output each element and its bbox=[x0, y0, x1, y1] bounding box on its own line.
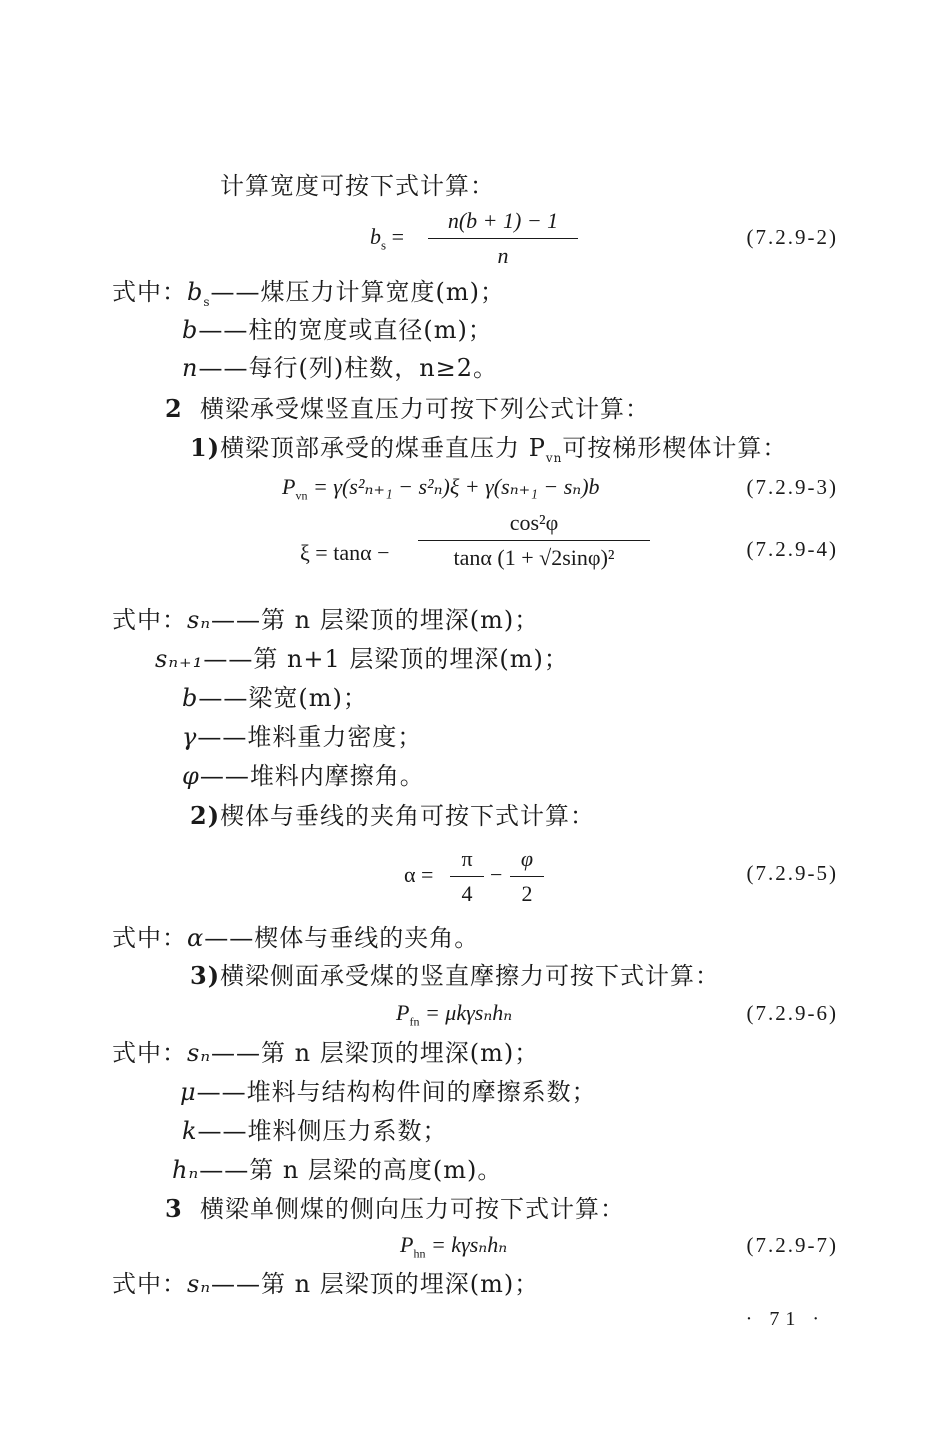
eq-2-number: (7.2.9-2) bbox=[746, 225, 838, 249]
symbol: n bbox=[182, 354, 199, 382]
page-number: · 71 · bbox=[745, 1308, 825, 1330]
eq-2-denominator: n bbox=[497, 243, 509, 268]
eq-4-fraction bbox=[418, 508, 650, 573]
defs-4-row-0 bbox=[112, 1037, 539, 1069]
item-text: 横梁承受煤竖直压力可按下列公式计算： bbox=[199, 395, 650, 423]
eq-4-lhs: ξ = tanα − bbox=[300, 540, 390, 565]
definition-text: ——煤压力计算宽度(m)； bbox=[210, 278, 506, 306]
symbol: b bbox=[187, 278, 204, 306]
item-3 bbox=[165, 1193, 625, 1225]
defs-1-row-2 bbox=[182, 352, 498, 384]
eq-3-sub: vn bbox=[295, 488, 308, 503]
eq-7-symbol: P bbox=[400, 1232, 414, 1257]
symbol: γ bbox=[182, 723, 198, 751]
eq-2-lhs bbox=[370, 222, 404, 260]
eq-2-lhs-sub: s bbox=[381, 237, 387, 253]
definition-text: ——堆料重力密度； bbox=[197, 723, 423, 751]
symbol-sub: s bbox=[203, 294, 211, 309]
definition-text: ——第 n 层梁顶的埋深(m)； bbox=[211, 1039, 540, 1067]
eq-6 bbox=[396, 998, 512, 1036]
sub-item-label: 3) bbox=[190, 961, 221, 990]
eq-5-fraction-2 bbox=[510, 844, 544, 909]
eq-5-minus: − bbox=[490, 862, 503, 887]
eq-4-denominator: tanα (1 + √2sinφ)² bbox=[453, 545, 615, 570]
symbol: φ bbox=[182, 762, 200, 790]
eq-2-numerator: n(b + 1) − 1 bbox=[447, 208, 559, 233]
defs-prefix: 式中： bbox=[112, 606, 187, 634]
eq-2-lhs-symbol: b bbox=[370, 224, 381, 249]
definition-text: ——第 n 层梁顶的埋深(m)； bbox=[211, 1270, 540, 1298]
eq-7-rhs: = kγsₙhₙ bbox=[425, 1232, 508, 1257]
symbol: sₙ₊₁ bbox=[155, 645, 204, 673]
definition-text: ——第 n 层梁顶的埋深(m)； bbox=[211, 606, 540, 634]
defs-prefix: 式中： bbox=[112, 278, 187, 306]
intro-text: 计算宽度可按下式计算： bbox=[220, 172, 495, 200]
eq-4-number: (7.2.9-4) bbox=[746, 537, 838, 561]
defs-2-row-3 bbox=[182, 721, 422, 753]
defs-2-row-2 bbox=[182, 682, 368, 714]
sub-item-label: 2) bbox=[190, 801, 221, 830]
defs-4-row-1 bbox=[180, 1076, 597, 1108]
eq-6-number: (7.2.9-6) bbox=[746, 1001, 838, 1025]
definition-text: ——第 n+1 层梁顶的埋深(m)； bbox=[203, 645, 569, 673]
symbol: b bbox=[182, 316, 199, 344]
eq-6-symbol: P bbox=[396, 1000, 410, 1025]
defs-5-row-0 bbox=[112, 1268, 539, 1300]
eq-7-sub: hn bbox=[413, 1246, 426, 1261]
definition-text: ——堆料与结构构件间的摩擦系数； bbox=[196, 1078, 597, 1106]
sub-item-text-2: 可按梯形楔体计算： bbox=[562, 434, 788, 462]
sub-item-text: 横梁侧面承受煤的竖直摩擦力可按下式计算： bbox=[220, 962, 721, 990]
defs-4-row-2 bbox=[182, 1115, 448, 1147]
defs-2-row-4 bbox=[182, 760, 425, 792]
sub-item-sub: vn bbox=[545, 450, 563, 465]
symbol: sₙ bbox=[187, 1270, 212, 1298]
eq-5-lhs: α = bbox=[404, 862, 434, 887]
eq-2-equals: = bbox=[391, 224, 404, 249]
defs-2-row-1 bbox=[155, 643, 569, 675]
definition-text: ——堆料侧压力系数； bbox=[197, 1117, 448, 1145]
eq-2-fraction bbox=[428, 206, 578, 271]
eq-5-number: (7.2.9-5) bbox=[746, 861, 838, 885]
eq-5-f2-denominator: 2 bbox=[521, 881, 533, 906]
eq-5-f2-numerator: φ bbox=[520, 846, 534, 871]
fraction-bar bbox=[428, 238, 578, 239]
definition-text: ——堆料内摩擦角。 bbox=[199, 762, 425, 790]
sub-item-label: 1) bbox=[190, 433, 221, 462]
defs-prefix: 式中： bbox=[112, 924, 187, 952]
symbol: hₙ bbox=[172, 1156, 200, 1184]
sub-item-text: 楔体与垂线的夹角可按下式计算： bbox=[220, 802, 596, 830]
defs-1-row-1 bbox=[182, 314, 493, 346]
defs-prefix: 式中： bbox=[112, 1039, 187, 1067]
item-number: 2 bbox=[165, 394, 183, 423]
eq-3 bbox=[282, 472, 600, 510]
definition-text: ——第 n 层梁的高度(m)。 bbox=[199, 1156, 503, 1184]
symbol: k bbox=[182, 1117, 198, 1145]
definition-text: ——梁宽(m)； bbox=[198, 684, 368, 712]
sub-item-text: 横梁顶部承受的煤垂直压力 P bbox=[220, 434, 546, 462]
eq-5-f1-numerator: π bbox=[461, 846, 473, 871]
fraction-bar bbox=[450, 876, 484, 877]
definition-text: ——每行(列)柱数，n≥2。 bbox=[198, 354, 499, 382]
symbol: sₙ bbox=[187, 606, 212, 634]
fraction-bar bbox=[510, 876, 544, 877]
item-2 bbox=[165, 393, 650, 425]
item-number: 3 bbox=[165, 1194, 183, 1223]
fraction-bar bbox=[418, 540, 650, 541]
eq-3-rhs: = γ(s²ₙ₊₁ − s²ₙ)ξ + γ(sₙ₊₁ − sₙ)b bbox=[307, 474, 600, 499]
eq-5-fraction-1 bbox=[450, 844, 484, 909]
eq-5-f1-denominator: 4 bbox=[461, 881, 473, 906]
eq-3-number: (7.2.9-3) bbox=[746, 475, 838, 499]
eq-7 bbox=[400, 1230, 507, 1268]
sub-item-3 bbox=[190, 960, 720, 992]
defs-prefix: 式中： bbox=[112, 1270, 187, 1298]
eq-4-numerator: cos²φ bbox=[509, 510, 559, 535]
eq-6-rhs: = μkγsₙhₙ bbox=[419, 1000, 513, 1025]
item-text: 横梁单侧煤的侧向压力可按下式计算： bbox=[199, 1195, 625, 1223]
defs-3-row-0 bbox=[112, 922, 479, 954]
symbol: b bbox=[182, 684, 199, 712]
eq-6-sub: fn bbox=[409, 1014, 420, 1029]
eq-7-number: (7.2.9-7) bbox=[746, 1233, 838, 1257]
sub-item-2 bbox=[190, 800, 595, 832]
defs-4-row-3 bbox=[172, 1154, 502, 1186]
symbol: μ bbox=[180, 1078, 197, 1106]
sub-item-1 bbox=[190, 432, 787, 474]
symbol: sₙ bbox=[187, 1039, 212, 1067]
defs-1-row-0 bbox=[112, 276, 505, 318]
defs-2-row-0 bbox=[112, 604, 539, 636]
definition-text: ——柱的宽度或直径(m)； bbox=[198, 316, 493, 344]
definition-text: ——楔体与垂线的夹角。 bbox=[204, 924, 480, 952]
symbol: α bbox=[187, 924, 205, 952]
eq-3-symbol: P bbox=[282, 474, 296, 499]
